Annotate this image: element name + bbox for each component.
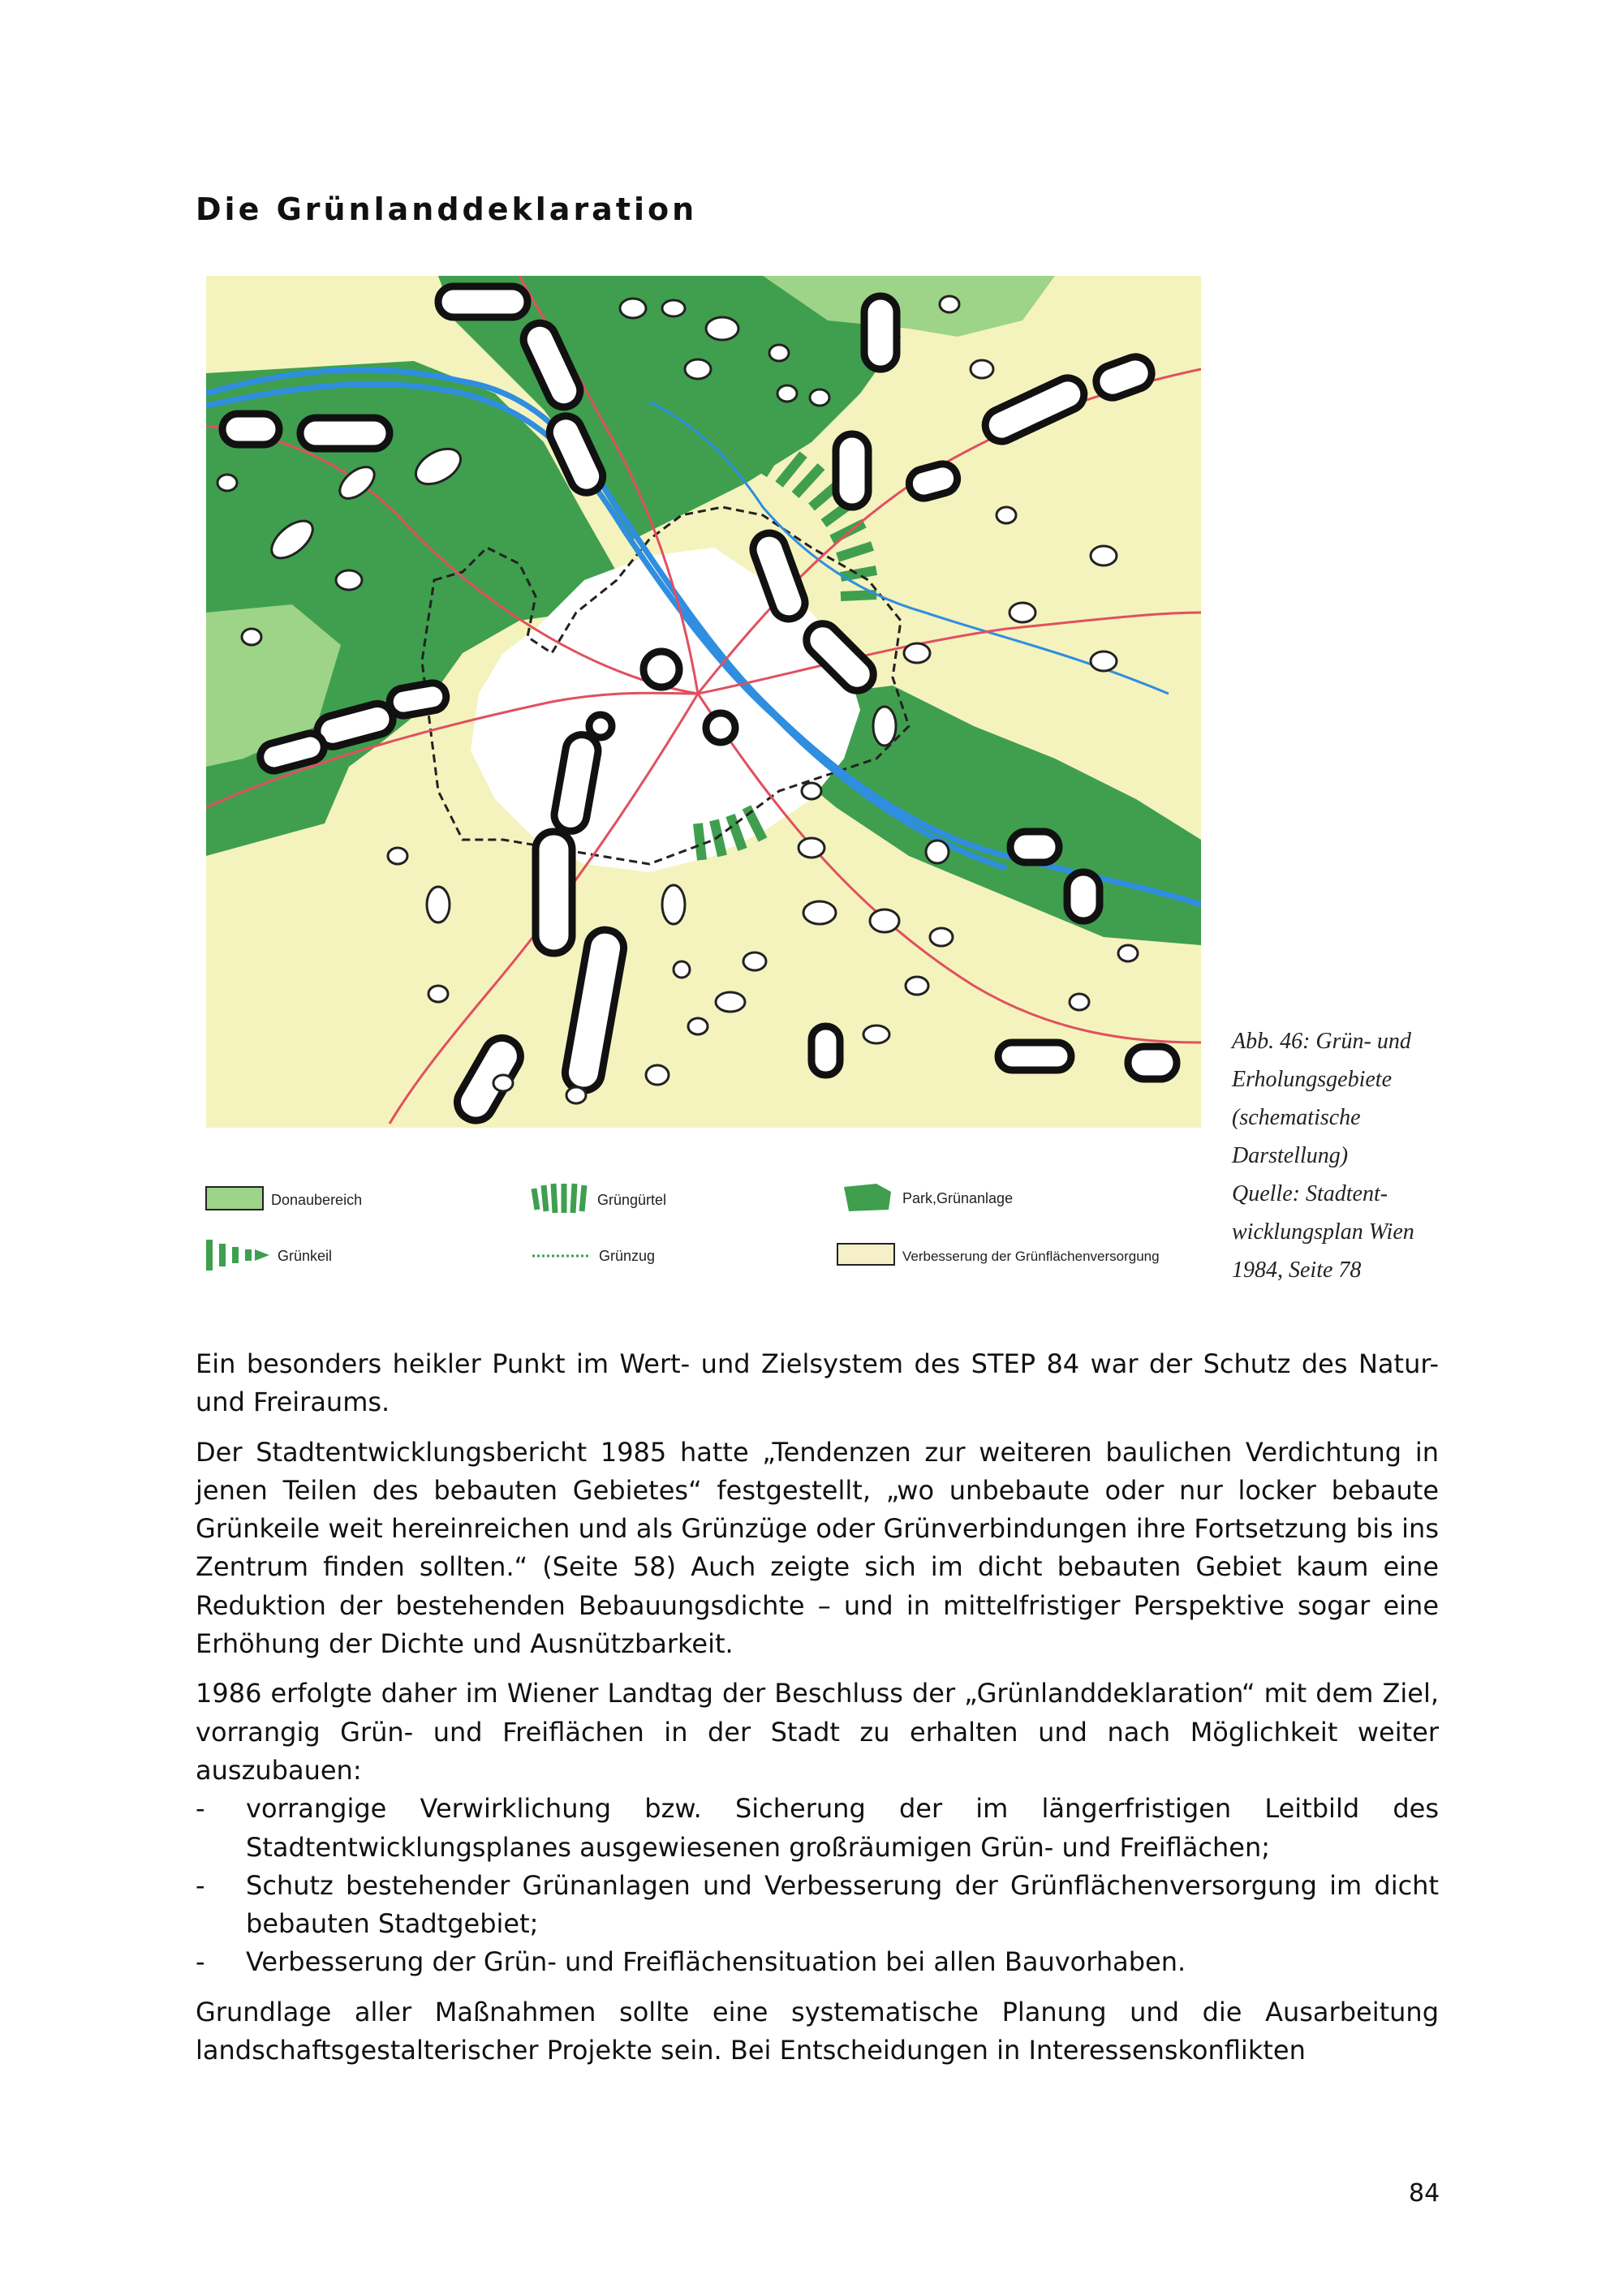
paragraph: Ein besonders heikler Punkt im Wert- und Zielsystem des STEP 84 war der Schutz des Natur- und Freiraums. xyxy=(196,1348,1439,1418)
paragraph: Der Stadtentwicklungsbericht 1985 hatte „Tendenzen zur weiteren baulichen Verdichtung in jenen Teilen des bebauten Gebietes“ festgestellt, „wo unbebaute oder nur locker bebaute Grünkeile weit hereinreichen und als Grünzüge oder Grünverbindungen ihre Fortsetzung bis ins Zentrum finden sollten.“ (Seite 58) Auch zeigte sich im dicht bebauten Gebiet kaum eine Reduktion der bestehenden Bebauungsdichte – und in mittelfristiger Perspektive sogar eine Erhöhung der Dichte und Ausnützbarkeit. xyxy=(196,1436,1439,1660)
svg-text:Donaubereich: Donaubereich xyxy=(271,1192,363,1208)
legend-item-donaubereich xyxy=(206,1187,362,1210)
legend-item-gruenguertel xyxy=(534,1184,666,1213)
list-item-text: Schutz bestehender Grünanlagen und Verbesserung der Grünflächenversorgung im dicht bebauten Stadtgebiet; xyxy=(246,1869,1439,1940)
paragraph: Grundlage aller Maßnahmen sollte eine systematische Planung und die Ausarbeitung landschaftsgestalterischer Projekte sein. Bei Entscheidungen in Interessenskonflikten xyxy=(196,1996,1439,2066)
list-item xyxy=(196,1943,1439,1981)
list-marker: - xyxy=(196,1946,205,1978)
caption-line: Abb. 46: Grün- und xyxy=(1232,1029,1411,1054)
list-item xyxy=(196,1790,1439,1867)
body-text xyxy=(196,1345,1439,2081)
svg-text:Grünzug: Grünzug xyxy=(599,1248,656,1264)
legend-item-gruenzug xyxy=(532,1248,655,1264)
list-item xyxy=(196,1867,1439,1944)
map-legend xyxy=(206,1184,1160,1271)
caption-line: Quelle: Stadtent- xyxy=(1232,1181,1388,1206)
svg-text:Grüngürtel: Grüngürtel xyxy=(597,1192,667,1208)
page-heading: Die Grünlanddeklaration xyxy=(196,191,698,227)
list-item-text: Verbesserung der Grün- und Freiflächensituation bei allen Bauvorhaben. xyxy=(246,1946,1186,1978)
caption-line: wicklungsplan Wien xyxy=(1232,1219,1414,1245)
bullet-list xyxy=(196,1790,1439,1981)
map-area xyxy=(206,276,1201,1128)
svg-text:Park,Grünanlage: Park,Grünanlage xyxy=(902,1190,1014,1206)
caption-line: (schematische xyxy=(1232,1105,1361,1130)
caption-line: Erholungsgebiete xyxy=(1232,1067,1393,1092)
legend-item-verbesserung xyxy=(837,1244,1160,1265)
caption-line: 1984, Seite 78 xyxy=(1232,1258,1362,1283)
list-marker: - xyxy=(196,1793,205,1825)
caption-line: Darstellung) xyxy=(1232,1143,1349,1168)
paragraph: 1986 erfolgte daher im Wiener Landtag der Beschluss der „Grünlanddeklaration“ mit dem Ziel, vorrangig Grün- und Freiflächen in der Stadt zu erhalten und nach Möglichkeit weiter auszubauen: xyxy=(196,1678,1439,1786)
legend-item-gruenkeil xyxy=(206,1240,332,1271)
list-item-text: vorrangige Verwirklichung bzw. Sicherung der im längerfristigen Leitbild des Stadtentwicklungsplanes ausgewiesenen großräumigen Grün- und Freiflächen; xyxy=(246,1793,1439,1863)
page-number: 84 xyxy=(1409,2179,1440,2208)
figure-caption xyxy=(1232,1022,1475,1289)
map-svg xyxy=(195,272,1209,1298)
list-marker: - xyxy=(196,1869,205,1901)
svg-text:Verbesserung der Grünflächenve: Verbesserung der Grünflächenversorgung xyxy=(902,1249,1160,1264)
svg-text:Grünkeil: Grünkeil xyxy=(278,1248,333,1264)
figure-map xyxy=(195,272,1209,1298)
legend-item-park xyxy=(844,1184,1013,1211)
